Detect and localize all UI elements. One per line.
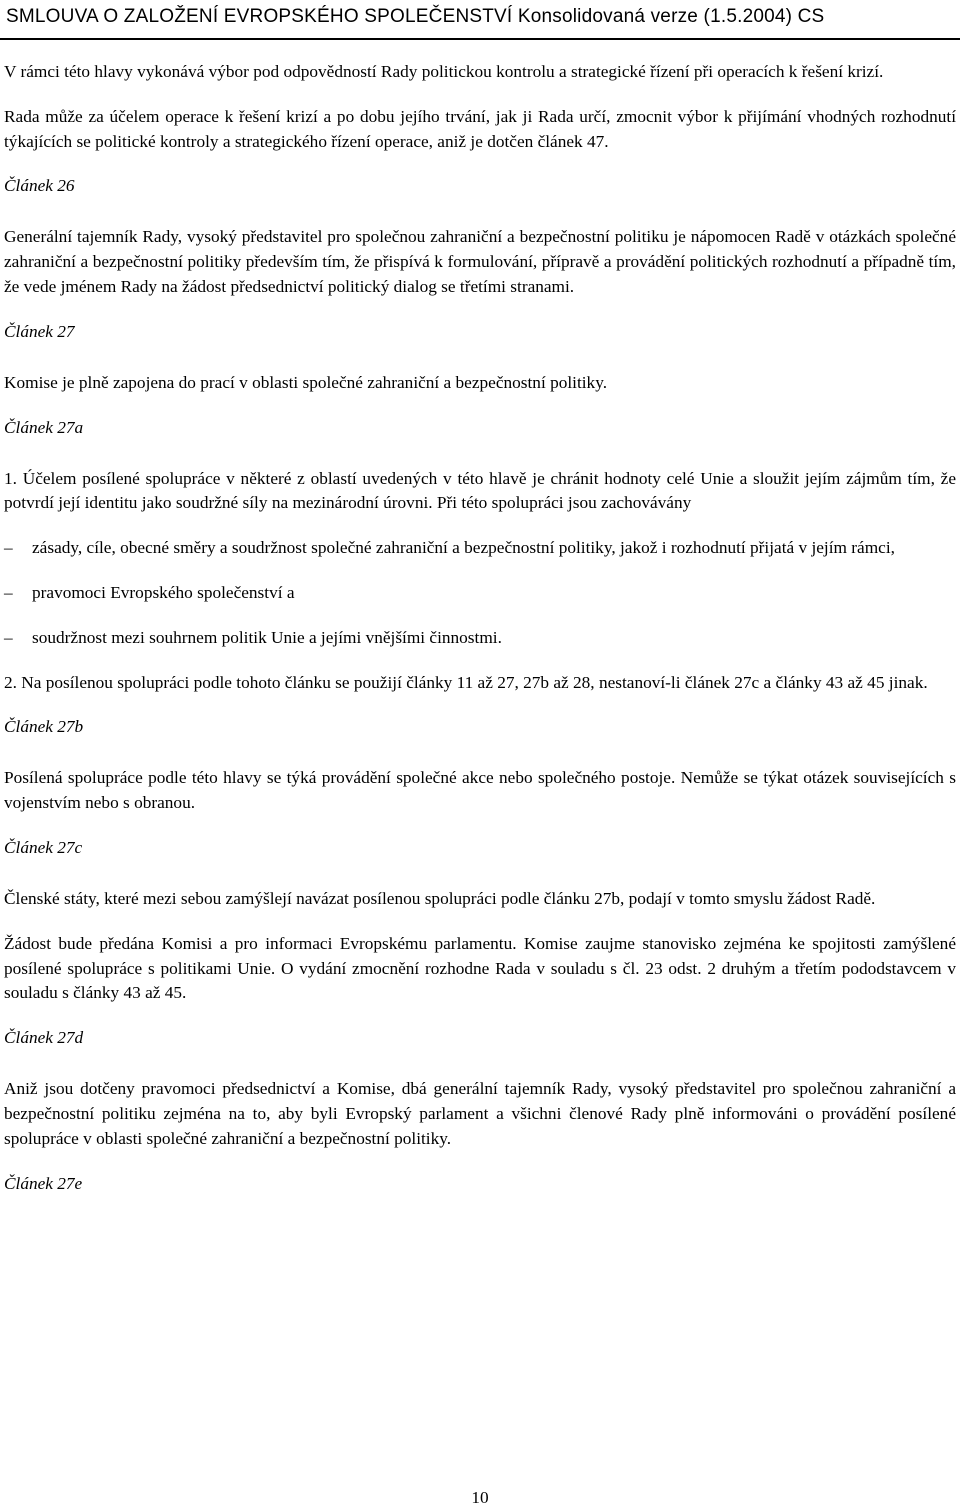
article-27a-paragraph-2: 2. Na posílenou spolupráci podle tohoto článku se použijí články 11 až 27, 27b až 28, nestanoví-li článek 27c a články 43 až 45 jinak. [4,672,928,692]
dash-item-text: zásady, cíle, obecné směry a soudržnost společné zahraniční a bezpečnostní politiky, jakož i rozhodnutí přijatá v jejím rámci, [32,538,895,558]
paragraph-committee-control: V rámci této hlavy vykonává výbor pod odpovědností Rady politickou kontrolu a strategické řízení při operacích k řešení krizí. [4,62,884,81]
header-divider [0,38,960,40]
article-27a-dash-item-2 [4,581,956,606]
article-27-text: Komise je plně zapojena do prací v oblasti společné zahraniční a bezpečnostní politiky. [4,372,608,392]
article-27a-heading: Článek 27a [4,417,84,437]
article-27c-heading: Článek 27c [4,837,83,857]
dash-item-text: soudržnost mezi souhrnem politik Unie a jejími vnějšími činnostmi. [32,627,502,647]
dash-marker: – [4,627,13,647]
article-27e-heading: Článek 27e [4,1173,83,1193]
article-27a-dash-item-3 [4,626,956,651]
article-26-heading: Článek 26 [4,176,75,196]
article-27a-dash-item-1 [4,536,956,561]
article-27a-paragraph-1: 1. Účelem posílené spolupráce v některé z oblastí uvedených v této hlavě je chránit hodnoty celé Unie a sloužit jejím zájmům tím, že potvrdí její identitu jako soudržné síly na mezinárodní úrovni. Při této spolupráci jsou zachovávány [4,468,956,513]
document-header-title: SMLOUVA O ZALOŽENÍ EVROPSKÉHO SPOLEČENSTVÍ Konsolidovaná verze (1.5.2004) CS [6,6,825,27]
dash-marker: – [4,538,13,558]
paragraph-council-authorisation: Rada může za účelem operace k řešení krizí a po dobu jejího trvání, jak ji Rada určí, zmocnit výbor k přijímání vhodných rozhodnutí týkajících se politické kontroly a strategického řízení operace, aniž je dotčen článek 47. [4,106,956,151]
article-27-heading: Článek 27 [4,321,75,341]
article-27d-heading: Článek 27d [4,1028,84,1048]
document-body [4,60,956,1223]
dash-item-text: pravomoci Evropského společenství a [32,582,295,602]
dash-marker: – [4,582,13,602]
article-26-text: Generální tajemník Rady, vysoký představitel pro společnou zahraniční a bezpečnostní politiku je nápomocen Radě v otázkách společné zahraniční a bezpečnostní politiky především tím, že přispívá k formulování, přípravě a provádění politických rozhodnutí a případně tím, že vede jménem Rady na žádost předsednictví politický dialog se třetími stranami. [4,227,956,296]
page-number: 10 [471,1488,489,1507]
article-27b-text: Posílená spolupráce podle této hlavy se týká provádění společné akce nebo společného postoje. Nemůže se týkat otázek souvisejících s vojenstvím nebo s obranou. [4,768,956,813]
article-27c-paragraph-1: Členské státy, které mezi sebou zamýšlejí navázat posílenou spolupráci podle článku 27b, podají v tomto smyslu žádost Radě. [4,888,876,908]
article-27b-heading: Článek 27b [4,717,84,737]
article-27d-text: Aniž jsou dotčeny pravomoci předsednictví a Komise, dbá generální tajemník Rady, vysoký představitel pro společnou zahraniční a bezpečnostní politiku zejména na to, aby byli Evropský parlament a všichni členové Rady plně informováni o provádění posílené spolupráce v oblasti společné zahraniční a bezpečnostní politiky. [4,1079,956,1148]
article-27c-paragraph-2: Žádost bude předána Komisi a pro informaci Evropskému parlamentu. Komise zaujme stanovisko zejména ke spojitosti zamýšlené posílené spolupráce s politikami Unie. O vydání zmocnění rozhodne Rada v souladu s čl. 23 odst. 2 druhým a třetím pododstavcem v souladu s články 43 až 45. [4,933,956,1003]
